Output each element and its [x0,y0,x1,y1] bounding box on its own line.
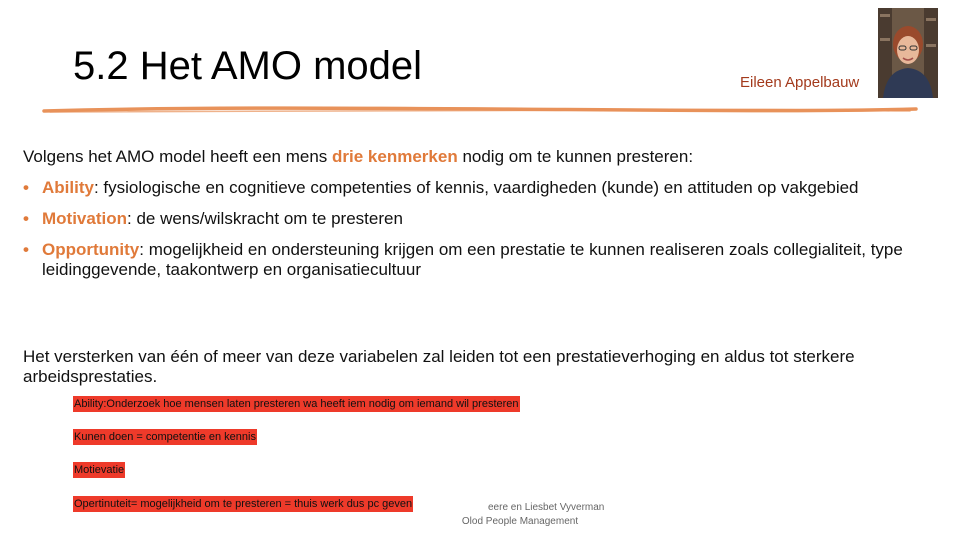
bullet-text: : mogelijkheid en ondersteuning krijgen om een prestatie te kunnen realiseren zoals collegialiteit, type leidinggevende, taakontwerp en organisatiecultuur [42,240,903,279]
portrait-image [878,8,938,98]
intro-text [23,147,933,167]
bullet-term: Opportunity [42,240,140,259]
bullet-dot-icon: • [23,240,29,259]
bullet-ability [23,178,923,198]
slide-title: 5.2 Het AMO model [73,44,423,88]
highlighted-note: Kunen doen = competentie en kennis [74,431,256,443]
bullet-dot-icon: • [23,178,29,197]
author-photo [878,8,938,98]
bullet-text: : de wens/wilskracht om te presteren [127,209,403,228]
intro-after: nodig om te kunnen presteren: [457,147,694,166]
intro-highlight: drie kenmerken [332,147,458,166]
highlighted-note: Opertinuteit= mogelijkheid om te presteren = thuis werk dus pc geven [74,498,413,510]
closing-paragraph: Het versterken van één of meer van deze variabelen zal leiden tot een prestatieverhoging en aldus tot sterkere arbeidsprestaties. [23,347,855,386]
bullet-text: : fysiologische en cognitieve competenties of kennis, vaardigheden (kunde) en attituden op vakgebied [93,178,859,197]
title-underline [40,100,920,120]
footer-authors: eere en Liesbet Vyverman [488,502,605,513]
bullet-motivation [23,209,923,229]
highlighted-note: Ability:Onderzoek hoe mensen laten presteren wa heeft iem nodig om iemand wil presteren [74,398,519,410]
amo-bullet-list [23,178,923,280]
bullet-term: Motivation [42,209,127,228]
footer-course: Olod People Management [461,516,579,527]
bullet-term: Ability [42,178,94,197]
intro-before: Volgens het AMO model heeft een mens [23,147,333,166]
bullet-opportunity [23,240,923,280]
bullet-dot-icon: • [23,209,29,228]
author-name: Eileen Appelbauw [740,74,860,91]
highlighted-note: Motievatie [74,464,125,476]
